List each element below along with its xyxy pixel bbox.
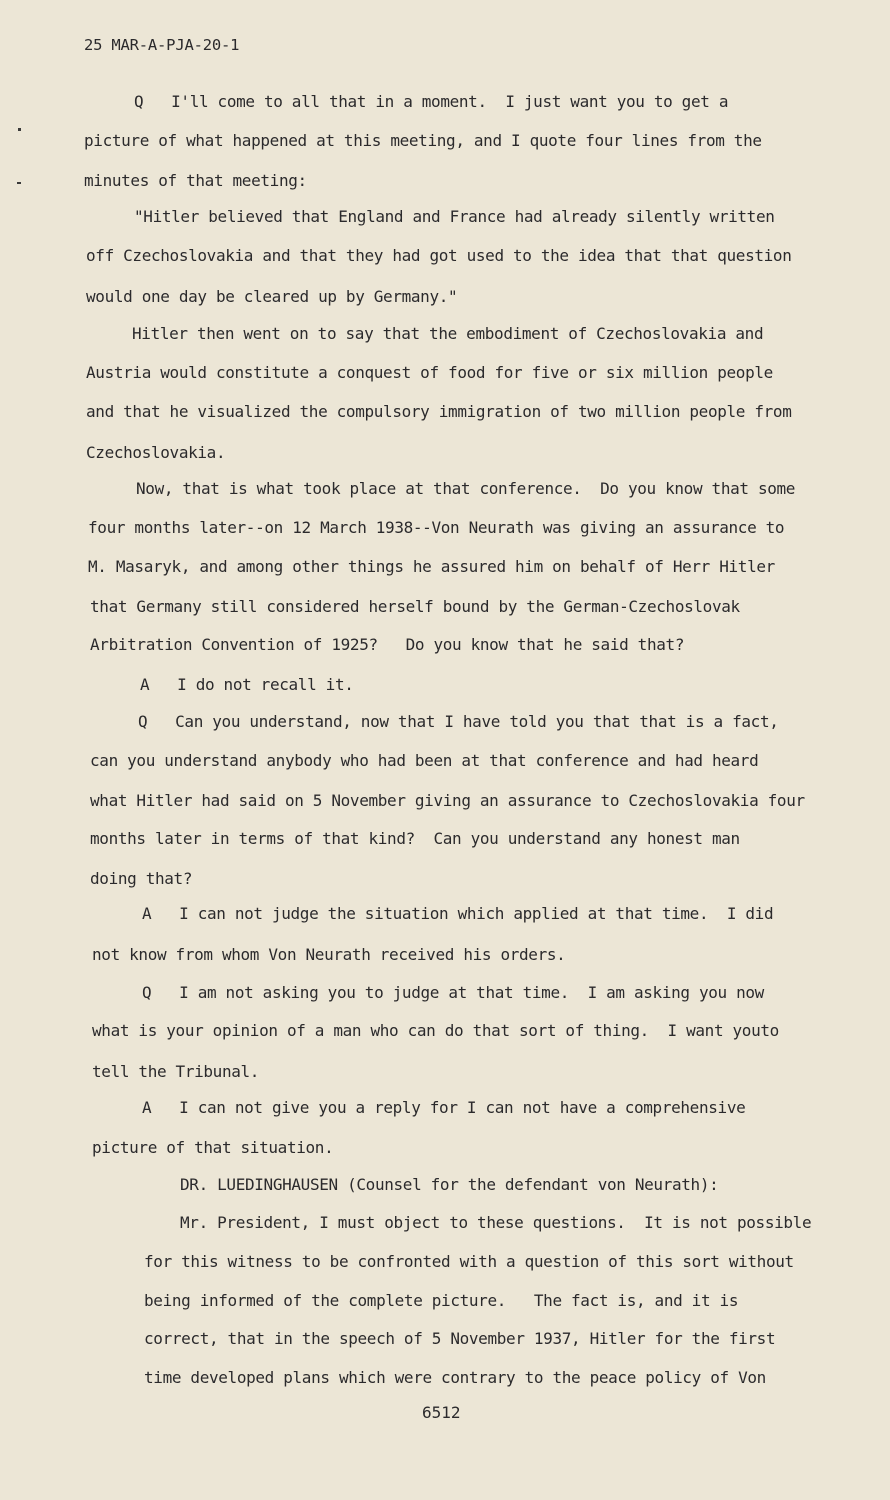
text-line: doing that? <box>90 869 193 888</box>
text-line: Q I am not asking you to judge at that time. I am asking you now <box>142 983 764 1002</box>
text-line: A I can not judge the situation which applied at that time. I did <box>142 904 774 923</box>
text-line: picture of that situation. <box>92 1138 334 1157</box>
text-line: would one day be cleared up by Germany." <box>86 287 458 306</box>
text-line: what is your opinion of a man who can do that sort of thing. I want youto <box>92 1021 779 1040</box>
margin-mark <box>17 182 21 184</box>
text-line: correct, that in the speech of 5 November 1937, Hitler for the first <box>144 1329 776 1348</box>
text-line: not know from whom Von Neurath received his orders. <box>92 945 566 964</box>
text-line: for this witness to be confronted with a question of this sort without <box>144 1252 794 1271</box>
text-line: tell the Tribunal. <box>92 1062 260 1081</box>
page-number: 6512 <box>422 1403 461 1422</box>
margin-mark <box>18 128 21 131</box>
text-line: Now, that is what took place at that conference. Do you know that some <box>136 479 796 498</box>
text-line: can you understand anybody who had been at that conference and had heard <box>90 751 759 770</box>
speaker-heading: DR. LUEDINGHAUSEN (Counsel for the defendant von Neurath): <box>180 1175 719 1194</box>
text-line: and that he visualized the compulsory immigration of two million people from <box>86 402 792 421</box>
text-line: A I can not give you a reply for I can not have a comprehensive <box>142 1098 746 1117</box>
text-line: A I do not recall it. <box>140 675 354 694</box>
text-line: time developed plans which were contrary to the peace policy of Von <box>144 1368 766 1387</box>
text-line: being informed of the complete picture. The fact is, and it is <box>144 1291 739 1310</box>
text-line: Mr. President, I must object to these questions. It is not possible <box>180 1213 812 1232</box>
text-line: four months later--on 12 March 1938--Von Neurath was giving an assurance to <box>88 518 785 537</box>
text-line: Q I'll come to all that in a moment. I just want you to get a <box>134 92 729 111</box>
text-line: Austria would constitute a conquest of food for five or six million people <box>86 363 773 382</box>
text-line: Q Can you understand, now that I have told you that that is a fact, <box>138 712 779 731</box>
text-line: picture of what happened at this meeting, and I quote four lines from the <box>84 131 762 150</box>
text-line: Arbitration Convention of 1925? Do you know that he said that? <box>90 635 685 654</box>
text-line: off Czechoslovakia and that they had got used to the idea that that question <box>86 246 792 265</box>
text-line: minutes of that meeting: <box>84 171 307 190</box>
text-line: M. Masaryk, and among other things he assured him on behalf of Herr Hitler <box>88 557 775 576</box>
text-line: Czechoslovakia. <box>86 443 226 462</box>
text-line: Hitler then went on to say that the embodiment of Czechoslovakia and <box>132 324 764 343</box>
text-line: that Germany still considered herself bound by the German-Czechoslovak <box>90 597 740 616</box>
document-reference: 25 MAR-A-PJA-20-1 <box>84 36 240 54</box>
text-line: what Hitler had said on 5 November giving an assurance to Czechoslovakia four <box>90 791 805 810</box>
text-line: "Hitler believed that England and France had already silently written <box>134 207 775 226</box>
text-line: months later in terms of that kind? Can you understand any honest man <box>90 829 740 848</box>
